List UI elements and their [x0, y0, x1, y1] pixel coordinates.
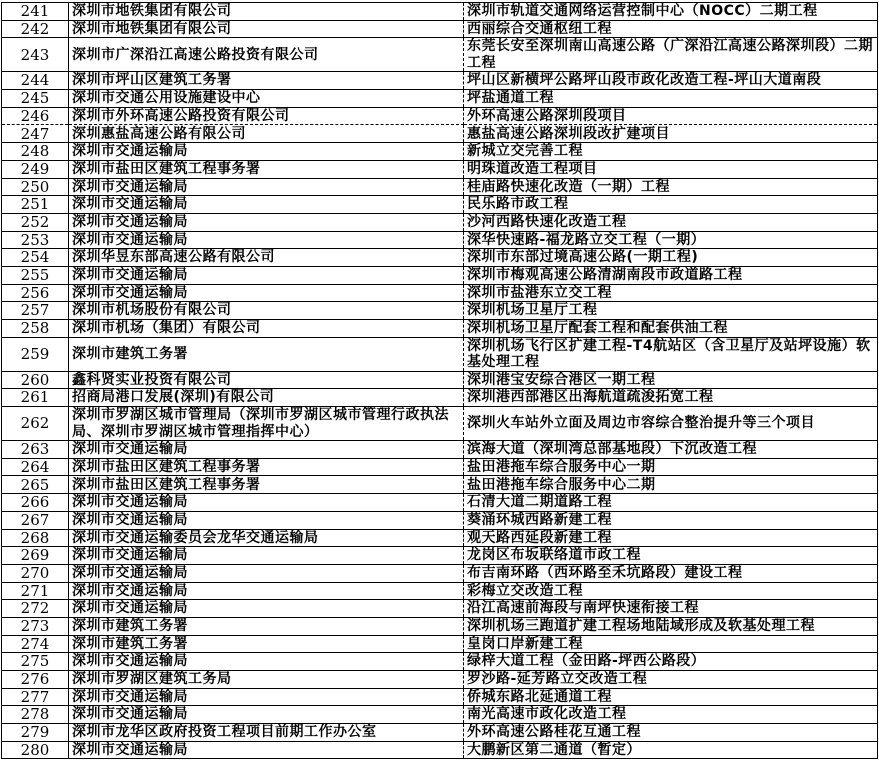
- table-row: [2, 600, 878, 618]
- cell-organization: 深圳市龙华区政府投资工程项目前期工作办公室: [69, 724, 464, 742]
- cell-organization: 深圳市交通运输局: [69, 196, 464, 214]
- cell-project-name: 坪盐通道工程: [464, 90, 878, 108]
- table-row: [2, 564, 878, 582]
- cell-organization: 深圳市机场（集团）有限公司: [69, 320, 464, 338]
- table-row: [2, 371, 878, 389]
- table-row: [2, 635, 878, 653]
- table-row: [2, 476, 878, 494]
- cell-row-number: 264: [2, 458, 69, 476]
- cell-row-number: 265: [2, 476, 69, 494]
- table-row: [2, 107, 878, 125]
- cell-row-number: 266: [2, 494, 69, 512]
- table-row: [2, 143, 878, 161]
- cell-project-name: 新城立交完善工程: [464, 143, 878, 161]
- cell-project-name: 深圳市梅观高速公路清湖南段市政道路工程: [464, 266, 878, 284]
- table-row: [2, 441, 878, 459]
- cell-project-name: 深圳机场三跑道扩建工程场地陆域形成及软基处理工程: [464, 617, 878, 635]
- cell-row-number: 243: [2, 38, 69, 72]
- cell-row-number: 274: [2, 635, 69, 653]
- cell-row-number: 249: [2, 160, 69, 178]
- cell-project-name: 南光高速市政化改造工程: [464, 706, 878, 724]
- cell-project-name: 罗沙路-延芳路立交改造工程: [464, 671, 878, 689]
- cell-organization: 深圳市交通运输局: [69, 231, 464, 249]
- table-row: [2, 249, 878, 267]
- table-row: [2, 724, 878, 742]
- cell-row-number: 255: [2, 266, 69, 284]
- cell-row-number: 246: [2, 107, 69, 125]
- cell-organization: 深圳市交通运输局: [69, 494, 464, 512]
- cell-organization: 深圳市交通运输局: [69, 441, 464, 459]
- table-row: [2, 72, 878, 90]
- cell-organization: 深圳市交通运输局: [69, 178, 464, 196]
- table-body: [2, 3, 878, 759]
- cell-project-name: 外环高速公路深圳段项目: [464, 107, 878, 125]
- table-row: [2, 671, 878, 689]
- cell-row-number: 271: [2, 582, 69, 600]
- cell-project-name: 坪山区新横坪公路坪山段市政化改造工程-坪山大道南段: [464, 72, 878, 90]
- cell-organization: 深圳市交通运输局: [69, 266, 464, 284]
- cell-project-name: 明珠道改造工程项目: [464, 160, 878, 178]
- cell-organization: 深圳市盐田区建筑工程事务署: [69, 476, 464, 494]
- cell-row-number: 273: [2, 617, 69, 635]
- cell-organization: 深圳市交通运输局: [69, 582, 464, 600]
- cell-project-name: 盐田港拖车综合服务中心一期: [464, 458, 878, 476]
- cell-row-number: 270: [2, 564, 69, 582]
- cell-row-number: 272: [2, 600, 69, 618]
- cell-organization: 深圳市交通运输局: [69, 284, 464, 302]
- cell-organization: 深圳市交通运输局: [69, 547, 464, 565]
- cell-organization: 深圳市交通运输局: [69, 600, 464, 618]
- cell-organization: 深圳市建筑工务署: [69, 337, 464, 371]
- projects-table: [1, 2, 878, 759]
- table-row: [2, 160, 878, 178]
- cell-organization: 深圳市交通运输局: [69, 564, 464, 582]
- cell-project-name: 龙岗区布坂联络道市政工程: [464, 547, 878, 565]
- cell-project-name: 深华快速路-福龙路立交工程（一期）: [464, 231, 878, 249]
- cell-project-name: 彩梅立交改造工程: [464, 582, 878, 600]
- table-row: [2, 302, 878, 320]
- cell-row-number: 277: [2, 688, 69, 706]
- cell-project-name: 盐田港拖车综合服务中心二期: [464, 476, 878, 494]
- table-row: [2, 320, 878, 338]
- cell-organization: 深圳市罗湖区城市管理局（深圳市罗湖区城市管理行政执法局、深圳市罗湖区城市管理指挥中心）: [69, 407, 464, 441]
- table-row: [2, 213, 878, 231]
- table-row: [2, 20, 878, 38]
- cell-project-name: 观天路西延段新建工程: [464, 529, 878, 547]
- cell-project-name: 深圳市盐港东立交工程: [464, 284, 878, 302]
- cell-organization: 深圳市建筑工务署: [69, 635, 464, 653]
- cell-row-number: 275: [2, 653, 69, 671]
- cell-project-name: 深圳港宝安综合港区一期工程: [464, 371, 878, 389]
- cell-project-name: 深圳机场卫星厅配套工程和配套供油工程: [464, 320, 878, 338]
- cell-row-number: 279: [2, 724, 69, 742]
- cell-row-number: 259: [2, 337, 69, 371]
- table-row: [2, 582, 878, 600]
- table-row: [2, 266, 878, 284]
- cell-row-number: 244: [2, 72, 69, 90]
- cell-organization: 深圳市地铁集团有限公司: [69, 3, 464, 21]
- cell-row-number: 280: [2, 741, 69, 759]
- table-row: [2, 3, 878, 21]
- cell-project-name: 大鹏新区第二通道（暂定）: [464, 741, 878, 759]
- table-row: [2, 196, 878, 214]
- cell-row-number: 263: [2, 441, 69, 459]
- table-row: [2, 529, 878, 547]
- table-row: [2, 458, 878, 476]
- table-row: [2, 688, 878, 706]
- cell-row-number: 256: [2, 284, 69, 302]
- cell-organization: 深圳市坪山区建筑工务署: [69, 72, 464, 90]
- table-row: [2, 511, 878, 529]
- cell-project-name: 葵涌环城西路新建工程: [464, 511, 878, 529]
- table-row: [2, 617, 878, 635]
- cell-row-number: 278: [2, 706, 69, 724]
- cell-organization: 深圳惠盐高速公路有限公司: [69, 125, 464, 143]
- cell-row-number: 268: [2, 529, 69, 547]
- cell-organization: 深圳市交通运输局: [69, 143, 464, 161]
- cell-project-name: 皇岗口岸新建工程: [464, 635, 878, 653]
- cell-project-name: 外环高速公路桂花互通工程: [464, 724, 878, 742]
- table-row: [2, 38, 878, 72]
- table-row: [2, 494, 878, 512]
- cell-row-number: 252: [2, 213, 69, 231]
- cell-row-number: 276: [2, 671, 69, 689]
- cell-project-name: 惠盐高速公路深圳段改扩建项目: [464, 125, 878, 143]
- cell-row-number: 250: [2, 178, 69, 196]
- table-row: [2, 125, 878, 143]
- cell-organization: 招商局港口发展(深圳)有限公司: [69, 389, 464, 407]
- cell-row-number: 261: [2, 389, 69, 407]
- cell-organization: 深圳市地铁集团有限公司: [69, 20, 464, 38]
- cell-row-number: 262: [2, 407, 69, 441]
- table-row: [2, 178, 878, 196]
- cell-organization: 深圳市交通公用设施建设中心: [69, 90, 464, 108]
- cell-organization: 深圳市交通运输委员会龙华交通运输局: [69, 529, 464, 547]
- cell-organization: 深圳市交通运输局: [69, 213, 464, 231]
- cell-organization: 深圳市建筑工务署: [69, 617, 464, 635]
- cell-row-number: 251: [2, 196, 69, 214]
- cell-organization: 深圳市盐田区建筑工程事务署: [69, 458, 464, 476]
- table-row: [2, 389, 878, 407]
- cell-organization: 深圳市罗湖区建筑工务局: [69, 671, 464, 689]
- cell-organization: 深圳市交通运输局: [69, 511, 464, 529]
- cell-organization: 深圳华昱东部高速公路有限公司: [69, 249, 464, 267]
- table-row: [2, 741, 878, 759]
- cell-project-name: 布吉南环路（西环路至禾坑路段）建设工程: [464, 564, 878, 582]
- cell-row-number: 242: [2, 20, 69, 38]
- cell-project-name: 深圳机场卫星厅工程: [464, 302, 878, 320]
- cell-project-name: 深圳市东部过境高速公路(一期工程): [464, 249, 878, 267]
- cell-organization: 深圳市广深沿江高速公路投资有限公司: [69, 38, 464, 72]
- cell-organization: 鑫科贤实业投资有限公司: [69, 371, 464, 389]
- table-row: [2, 547, 878, 565]
- table-row: [2, 407, 878, 441]
- cell-row-number: 245: [2, 90, 69, 108]
- cell-organization: 深圳市交通运输局: [69, 706, 464, 724]
- cell-organization: 深圳市机场股份有限公司: [69, 302, 464, 320]
- cell-project-name: 民乐路市政工程: [464, 196, 878, 214]
- cell-organization: 深圳市盐田区建筑工程事务署: [69, 160, 464, 178]
- cell-project-name: 深圳港西部港区出海航道疏浚拓宽工程: [464, 389, 878, 407]
- cell-row-number: 269: [2, 547, 69, 565]
- cell-project-name: 沙河西路快速化改造工程: [464, 213, 878, 231]
- table-row: [2, 90, 878, 108]
- cell-row-number: 267: [2, 511, 69, 529]
- cell-project-name: 滨海大道（深圳湾总部基地段）下沉改造工程: [464, 441, 878, 459]
- table-row: [2, 337, 878, 371]
- cell-row-number: 248: [2, 143, 69, 161]
- cell-project-name: 侨城东路北延通道工程: [464, 688, 878, 706]
- cell-project-name: 深圳市轨道交通网络运营控制中心（NOCC）二期工程: [464, 3, 878, 21]
- cell-project-name: 深圳机场飞行区扩建工程-T4航站区（含卫星厅及站坪设施）软基处理工程: [464, 337, 878, 371]
- cell-project-name: 石清大道二期道路工程: [464, 494, 878, 512]
- cell-row-number: 254: [2, 249, 69, 267]
- cell-organization: 深圳市交通运输局: [69, 653, 464, 671]
- cell-row-number: 241: [2, 3, 69, 21]
- cell-row-number: 257: [2, 302, 69, 320]
- table-row: [2, 653, 878, 671]
- table-row: [2, 231, 878, 249]
- cell-organization: 深圳市交通运输局: [69, 741, 464, 759]
- cell-project-name: 深圳火车站外立面及周边市容综合整治提升等三个项目: [464, 407, 878, 441]
- cell-project-name: 沿江高速前海段与南坪快速衔接工程: [464, 600, 878, 618]
- cell-project-name: 东莞长安至深圳南山高速公路（广深沿江高速公路深圳段）二期工程: [464, 38, 878, 72]
- cell-project-name: 桂庙路快速化改造（一期）工程: [464, 178, 878, 196]
- cell-row-number: 247: [2, 125, 69, 143]
- cell-organization: 深圳市交通运输局: [69, 688, 464, 706]
- cell-row-number: 260: [2, 371, 69, 389]
- table-row: [2, 284, 878, 302]
- cell-row-number: 258: [2, 320, 69, 338]
- cell-project-name: 西丽综合交通枢纽工程: [464, 20, 878, 38]
- cell-row-number: 253: [2, 231, 69, 249]
- table-row: [2, 706, 878, 724]
- cell-project-name: 绿梓大道工程（金田路-坪西公路段）: [464, 653, 878, 671]
- cell-organization: 深圳市外环高速公路投资有限公司: [69, 107, 464, 125]
